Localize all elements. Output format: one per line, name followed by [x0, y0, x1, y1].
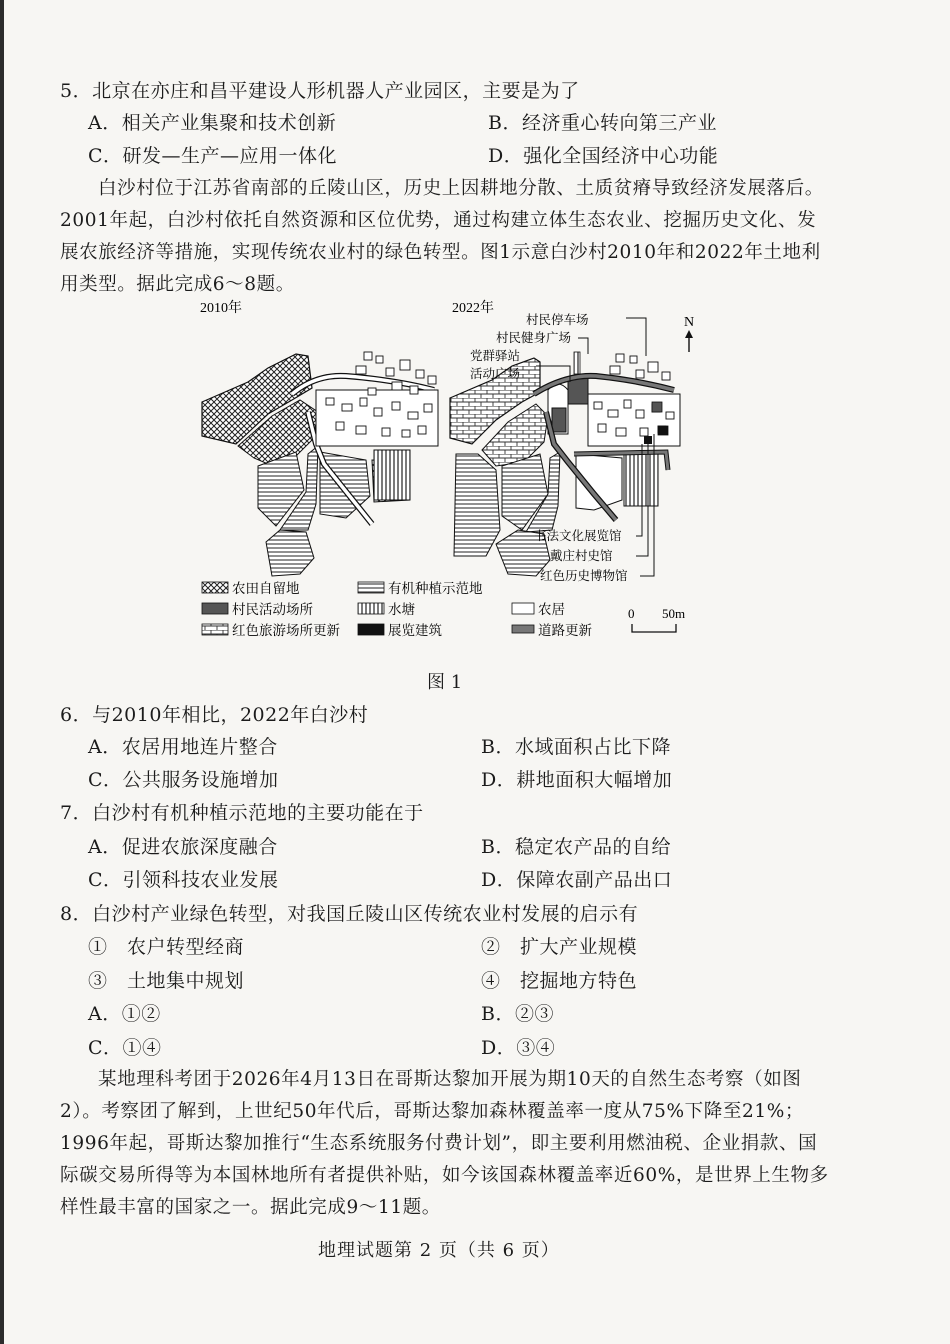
callout-station-2: 活动广场 [470, 366, 521, 381]
q6-option-b[interactable]: B．水域面积占比下降 [481, 736, 671, 758]
legend-farmland: 农田自留地 [232, 581, 300, 597]
q8-statement-3: ③ 土地集中规划 [88, 970, 245, 992]
callout-fitness: 村民健身广场 [496, 330, 572, 345]
passage-costa-rica-text: 某地理科考团于2026年4月13日在哥斯达黎加开展为期10天的自然生态考察（如图2）。考察团了解到，上世纪50年代后，哥斯达黎加森林覆盖率一度从75%下降至21%；1996年起，哥斯达黎加推行“生态系统服务付费计划”，即主要利用燃油税、企业捐款、国际碳交易所得等为本国林地所有者提供补贴，如今该国森林覆盖率近60%，是世界上生物多样性最丰富的国家之一。据此完成9～11题。 [60, 1069, 829, 1218]
q7-option-b[interactable]: B．稳定农产品的自给 [481, 836, 671, 858]
legend-road: 道路更新 [538, 623, 592, 639]
callout-history: 戴庄村史馆 [550, 548, 613, 563]
q5-option-d[interactable]: D．强化全国经济中心功能 [488, 145, 719, 167]
map-label-2010: 2010年 [200, 301, 242, 316]
map-2022 [450, 312, 680, 583]
north-label: N [684, 315, 695, 330]
legend-red-tourism: 红色旅游场所更新 [232, 623, 340, 639]
q7-stem: 7．白沙村有机种植示范地的主要功能在于 [60, 802, 424, 824]
q5-option-a[interactable]: A．相关产业集聚和技术创新 [88, 112, 337, 134]
q5-option-b[interactable]: B．经济重心转向第三产业 [488, 112, 717, 134]
q6-stem: 6．与2010年相比，2022年白沙村 [60, 704, 369, 726]
callout-parking: 村民停车场 [526, 312, 589, 327]
legend [202, 580, 592, 639]
page-footer: 地理试题第 2 页（共 6 页） [318, 1240, 560, 1261]
legend-housing: 农居 [538, 602, 565, 618]
legend-organic: 有机种植示范地 [388, 581, 483, 597]
callout-red-museum: 红色历史博物馆 [540, 568, 628, 583]
passage-costa-rica [60, 1064, 832, 1224]
legend-pond: 水塘 [388, 602, 415, 618]
q8-option-b[interactable]: B．②③ [481, 1003, 554, 1025]
legend-exhibition: 展览建筑 [388, 623, 442, 639]
q7-option-c[interactable]: C．引领科技农业发展 [88, 869, 279, 891]
map-label-2022: 2022年 [452, 301, 494, 316]
q7-option-d[interactable]: D．保障农副产品出口 [481, 869, 673, 891]
q5-option-c[interactable]: C．研发—生产—应用一体化 [88, 145, 338, 167]
passage-baisha [60, 173, 832, 301]
scale-bar [628, 606, 685, 632]
map-2010 [202, 352, 438, 576]
q8-statement-1: ① 农户转型经商 [88, 936, 245, 958]
q7-option-a[interactable]: A．促进农旅深度融合 [88, 836, 278, 858]
scan-edge [0, 0, 4, 1344]
figure-1 [196, 294, 716, 654]
callout-station-1: 党群驿站 [470, 348, 521, 363]
passage-baisha-text: 白沙村位于江苏省南部的丘陵山区，历史上因耕地分散、土质贫瘠导致经济发展落后。2001年起，白沙村依托自然资源和区位优势，通过构建立体生态农业、挖掘历史文化、发展农旅经济等措施，实现传统农业村的绿色转型。图1示意白沙村2010年和2022年土地利用类型。据此完成6～8题。 [60, 178, 824, 295]
q8-option-d[interactable]: D．③④ [481, 1037, 556, 1059]
q8-option-a[interactable]: A．①② [88, 1003, 161, 1025]
q8-statement-4: ④ 挖掘地方特色 [481, 970, 638, 992]
q8-statement-2: ② 扩大产业规模 [481, 936, 638, 958]
q5-stem: 5．北京在亦庄和昌平建设人形机器人产业园区，主要是为了 [60, 80, 580, 102]
scale-zero: 0 [628, 606, 635, 621]
north-arrow-icon [684, 315, 694, 352]
figure-caption: 图 1 [427, 672, 463, 693]
q8-option-c[interactable]: C．①④ [88, 1037, 162, 1059]
q8-stem: 8．白沙村产业绿色转型，对我国丘陵山区传统农业村发展的启示有 [60, 903, 639, 925]
scale-length: 50m [662, 606, 686, 621]
q6-option-a[interactable]: A．农居用地连片整合 [88, 736, 278, 758]
callout-calligraphy: 书法文化展览馆 [534, 528, 622, 543]
q6-option-d[interactable]: D．耕地面积大幅增加 [481, 769, 673, 791]
q6-option-c[interactable]: C．公共服务设施增加 [88, 769, 279, 791]
legend-activity: 村民活动场所 [232, 602, 313, 618]
land-use-map [196, 294, 716, 654]
